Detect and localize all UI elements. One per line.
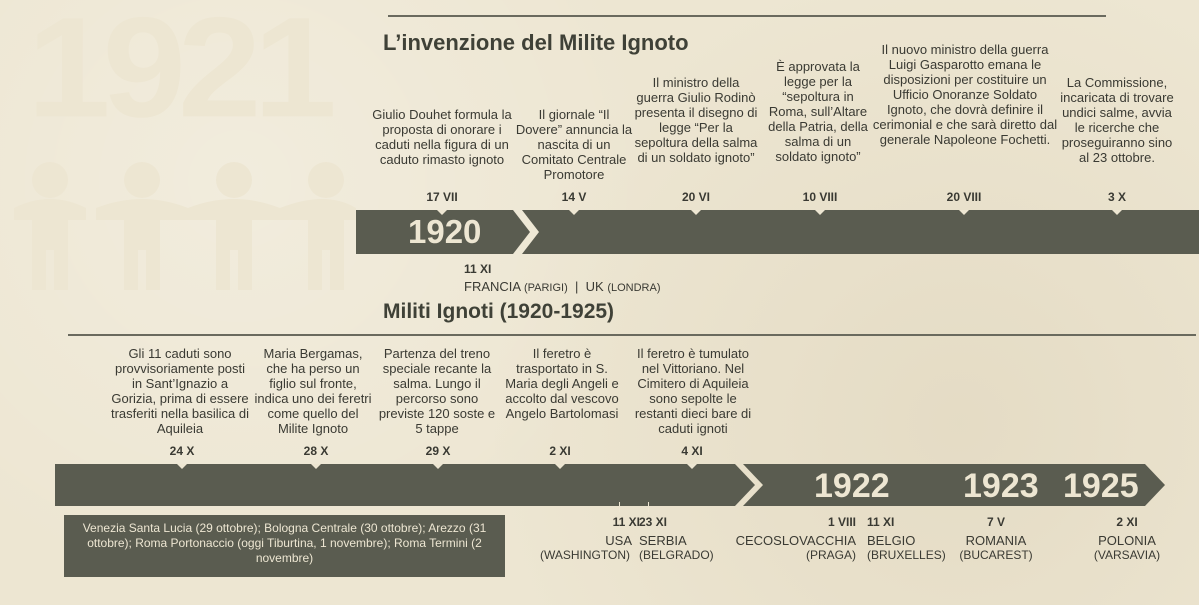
- country-3-city: (PRAGA): [805, 548, 856, 562]
- tick-14v: [569, 210, 579, 215]
- event-3-text: Il ministro della guerra Giulio Rodinò presenta il disegno di legge “Per la sepoltura della salma di un soldato ignoto”: [634, 75, 758, 165]
- section-2-title: Militi Ignoti (1920-1925): [383, 300, 615, 323]
- tick-10viii: [815, 210, 825, 215]
- event-4-date: 10 VIII: [802, 190, 838, 204]
- country-3-date: 1 VIII: [827, 515, 856, 529]
- country-6-date: 2 XI: [1116, 515, 1138, 529]
- tick-17vii: [437, 210, 447, 215]
- country-1-city: (WASHINGTON): [540, 548, 630, 562]
- marker-usa: [619, 502, 620, 512]
- tick2-28x: [311, 464, 321, 469]
- event-1-date: 17 VII: [426, 190, 458, 204]
- tick-20vi: [691, 210, 701, 215]
- event-4-text: È approvata la legge per la “sepoltura in Roma, sull’Altare della Patria, della salma di un soldato ignoto”: [768, 59, 868, 164]
- section-2-rule: [68, 334, 1196, 336]
- city-paris: (PARIGI): [523, 282, 568, 294]
- country-6-city: (VARSAVIA): [1093, 548, 1161, 562]
- tick2-4xi: [687, 464, 697, 469]
- tick-20viii: [959, 210, 969, 215]
- country-2-name: SERBIA: [639, 533, 687, 548]
- country-2-date: 23 XI: [639, 515, 668, 529]
- event2-4-date: 2 XI: [549, 444, 571, 458]
- year-1923-label: 1923: [963, 467, 1039, 505]
- event2-3-text: Partenza del treno speciale recante la salma. Lungo il percorso sono previste 120 soste e 5 tappe: [378, 346, 496, 436]
- country-5-date: 7 V: [986, 515, 1005, 529]
- country-5-city: (BUCAREST): [959, 548, 1033, 562]
- country-5-name: ROMANIA: [965, 533, 1027, 548]
- country-1-date: 11 XI: [612, 515, 640, 529]
- event-1-text: Giulio Douhet formula la proposta di onorare i caduti nella figura di un caduto rimasto ignoto: [372, 107, 512, 167]
- paper-dolls-icon: [0, 150, 356, 290]
- country-uk: UK: [585, 279, 604, 294]
- france-uk-countries: [464, 279, 660, 296]
- tick-3x: [1112, 210, 1122, 215]
- event2-5-text: Il feretro è tumulato nel Vittoriano. Nel Cimitero di Aquileia sono sepolte le restanti dieci bare di caduti ignoti: [634, 346, 752, 436]
- event-3-date: 20 VI: [681, 190, 711, 204]
- tick2-29x: [433, 464, 443, 469]
- top-rule: [388, 15, 1106, 17]
- year-banner: [0, 0, 356, 290]
- event2-2-text: Maria Bergamas, che ha perso un figlio sul fronte, indica uno dei feretri come quello del Milite Ignoto: [254, 346, 372, 436]
- event2-2-date: 28 X: [303, 444, 329, 458]
- event-6-text: La Commissione, incaricata di trovare undici salme, avvia le ricerche che proseguiranno sino al 23 ottobre.: [1060, 75, 1174, 165]
- event-6-date: 3 X: [1107, 190, 1126, 204]
- timeline-bar-1920: [356, 210, 1199, 254]
- event2-5-date: 4 XI: [681, 444, 703, 458]
- year-banner-text: 1921: [27, 0, 329, 147]
- event-5-text: Il nuovo ministro della guerra Luigi Gasparotto emana le disposizioni per costituire un Ufficio Onoranze Soldato Ignoto, che dovrà definire il cerimonial e che sarà diretto dal generale Napoleone Fochetti.: [872, 42, 1058, 147]
- year-1925-label: 1925: [1063, 467, 1139, 505]
- event2-3-date: 29 X: [425, 444, 451, 458]
- country-4-date: 11 XI: [867, 515, 895, 529]
- marker-serbia: [648, 502, 649, 512]
- city-london: (LONDRA): [607, 282, 661, 294]
- section-1-title: L’invenzione del Milite Ignoto: [383, 30, 689, 55]
- event-5-date: 20 VIII: [946, 190, 982, 204]
- separator: |: [575, 279, 579, 294]
- event-2-text: Il giornale “Il Dovere” annuncia la nascita di un Comitato Centrale Promotore: [515, 107, 633, 182]
- country-4-name: BELGIO: [867, 533, 916, 548]
- event-2-date: 14 V: [561, 190, 587, 204]
- france-uk-date: 11 XI: [464, 262, 492, 276]
- year-1922-label: 1922: [814, 467, 890, 505]
- tick2-2xi: [555, 464, 565, 469]
- train-stops-box: [64, 515, 505, 577]
- train-stops-text: Venezia Santa Lucia (29 ottobre); Bologna Centrale (30 ottobre); Arezzo (31 ottobre); Roma Portonaccio (oggi Tiburtina, 1 novembre); Roma Termini (2 novembre): [82, 521, 487, 565]
- year-1920-label: 1920: [408, 213, 482, 250]
- country-3-name: CECOSLOVACCHIA: [735, 533, 856, 548]
- country-4-city: (BRUXELLES): [867, 548, 946, 562]
- country-2-city: (BELGRADO): [639, 548, 714, 562]
- event2-1-date: 24 X: [169, 444, 195, 458]
- event2-1-text: Gli 11 caduti sono provvisoriamente posti in Sant’Ignazio a Gorizia, prima di essere trasferiti nella basilica di Aquileia: [110, 346, 249, 436]
- event2-4-text: Il feretro è trasportato in S. Maria degli Angeli e accolto dal vescovo Angelo Bartolomasi: [505, 346, 619, 421]
- country-1-name: USA: [605, 533, 632, 548]
- country-france: FRANCIA: [464, 279, 521, 294]
- tick2-24x: [177, 464, 187, 469]
- country-6-name: POLONIA: [1098, 533, 1156, 548]
